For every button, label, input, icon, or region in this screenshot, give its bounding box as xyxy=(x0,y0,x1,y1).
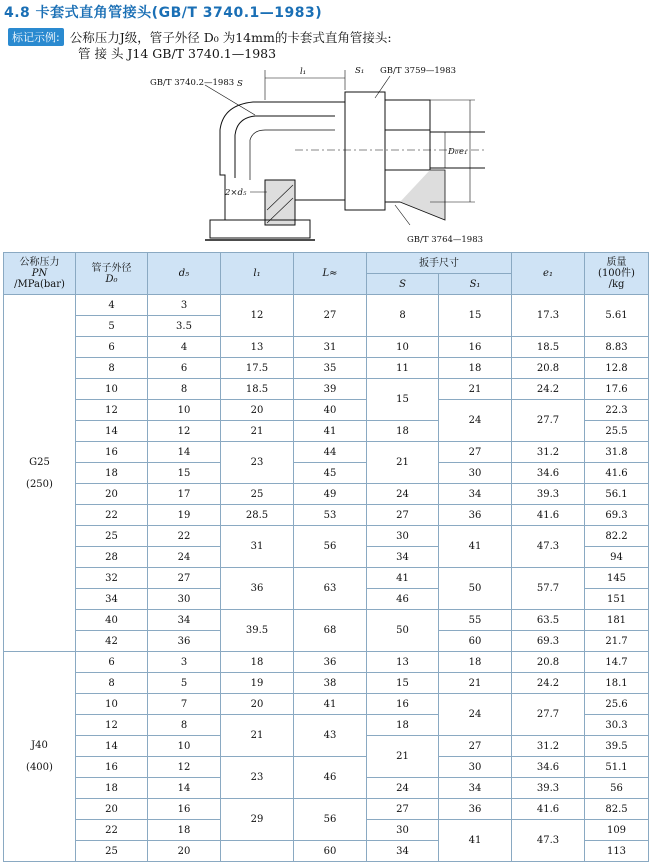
cell: 41 xyxy=(294,694,367,715)
cell: 36 xyxy=(439,505,512,526)
cell: 8 xyxy=(148,379,221,400)
cell: 15 xyxy=(439,295,512,337)
cell: 145 xyxy=(585,568,649,589)
cell: 21 xyxy=(439,673,512,694)
cell: 18 xyxy=(221,652,294,673)
cell: 82.5 xyxy=(585,799,649,820)
cell: 15 xyxy=(367,673,439,694)
cell: 27 xyxy=(367,799,439,820)
cell: 7 xyxy=(148,694,221,715)
cell: 34.6 xyxy=(512,757,585,778)
cell: 30 xyxy=(367,820,439,841)
cell: 18.5 xyxy=(512,337,585,358)
cell: 10 xyxy=(76,379,148,400)
cell: 31 xyxy=(221,526,294,568)
cell: 22 xyxy=(76,820,148,841)
cell: 10 xyxy=(148,736,221,757)
cell: 20 xyxy=(221,400,294,421)
label-std-3740-2: GB/T 3740.2—1983 xyxy=(150,78,235,88)
cell: 8.83 xyxy=(585,337,649,358)
cell: 20 xyxy=(76,799,148,820)
header-e1: e₁ xyxy=(512,253,585,295)
cell: 24 xyxy=(148,547,221,568)
cell: 25 xyxy=(221,484,294,505)
cell: 34.6 xyxy=(512,463,585,484)
cell: 36 xyxy=(148,631,221,652)
cell: 27 xyxy=(439,736,512,757)
cell: 50 xyxy=(439,568,512,610)
cell: 39.3 xyxy=(512,484,585,505)
cell: 39.5 xyxy=(221,610,294,652)
cell: 18 xyxy=(76,463,148,484)
cell: 12 xyxy=(221,295,294,337)
cell: 5.61 xyxy=(585,295,649,337)
table-row xyxy=(4,673,649,694)
table-row xyxy=(4,484,649,505)
pn-cell: G25 (250) xyxy=(4,295,76,652)
cell: 40 xyxy=(294,400,367,421)
table-row xyxy=(4,610,649,631)
cell: 5 xyxy=(148,673,221,694)
cell: 21 xyxy=(439,379,512,400)
cell: 20 xyxy=(76,484,148,505)
table-row xyxy=(4,442,649,463)
table-row xyxy=(4,400,649,421)
cell: 16 xyxy=(148,799,221,820)
cell: 4 xyxy=(76,295,148,316)
cell: 19 xyxy=(148,505,221,526)
cell xyxy=(221,841,294,862)
cell: 25.5 xyxy=(585,421,649,442)
cell: 20.8 xyxy=(512,358,585,379)
table-row xyxy=(4,295,649,316)
cell: 56.1 xyxy=(585,484,649,505)
header-d5: d₅ xyxy=(148,253,221,295)
header-pn: 公称压力 PN /MPa(bar) xyxy=(4,253,76,295)
cell: 15 xyxy=(148,463,221,484)
cell: 6 xyxy=(148,358,221,379)
cell: 60 xyxy=(439,631,512,652)
cell: 41.6 xyxy=(585,463,649,484)
cell: 49 xyxy=(294,484,367,505)
cell: 31 xyxy=(294,337,367,358)
cell: 41 xyxy=(439,820,512,862)
cell: 17.5 xyxy=(221,358,294,379)
cell: 40 xyxy=(76,610,148,631)
cell: 56 xyxy=(585,778,649,799)
header-l: L≈ xyxy=(294,253,367,295)
label-e1: e₁ xyxy=(459,147,468,157)
cell: 21 xyxy=(221,715,294,757)
cell: 42 xyxy=(76,631,148,652)
cell: 46 xyxy=(367,589,439,610)
label-s1: S₁ xyxy=(355,66,365,76)
cell: 18.1 xyxy=(585,673,649,694)
cell: 27 xyxy=(294,295,367,337)
cell: 12 xyxy=(76,400,148,421)
cell: 16 xyxy=(76,442,148,463)
cell: 22 xyxy=(76,505,148,526)
cell: 41.6 xyxy=(512,505,585,526)
header-mass: 质量 (100件) /kg xyxy=(585,253,649,295)
header-row-1 xyxy=(4,253,649,274)
cell: 56 xyxy=(294,526,367,568)
cell: 30 xyxy=(439,757,512,778)
label-d0: D₀ xyxy=(448,147,459,157)
cell: 3 xyxy=(148,652,221,673)
cell: 36 xyxy=(221,568,294,610)
cell: 63 xyxy=(294,568,367,610)
label-s: S xyxy=(237,79,243,89)
label-d5: 2×d₅ xyxy=(225,188,247,198)
cell: 113 xyxy=(585,841,649,862)
cell: 21 xyxy=(367,736,439,778)
cell: 14 xyxy=(76,736,148,757)
cell: 57.7 xyxy=(512,568,585,610)
cell: 39.3 xyxy=(512,778,585,799)
table-row xyxy=(4,652,649,673)
cell: 17.3 xyxy=(512,295,585,337)
cell: 14 xyxy=(148,778,221,799)
cell: 25 xyxy=(76,841,148,862)
example-line-1: 公称压力J级，管子外径 D₀ 为14mm的卡套式直角管接头: xyxy=(69,30,392,45)
cell: 5 xyxy=(76,316,148,337)
cell: 14 xyxy=(76,421,148,442)
cell: 27.7 xyxy=(512,400,585,442)
cell: 34 xyxy=(148,610,221,631)
cell: 18 xyxy=(367,421,439,442)
table-row xyxy=(4,463,649,484)
cell: 18 xyxy=(76,778,148,799)
cell: 20.8 xyxy=(512,652,585,673)
table-row xyxy=(4,337,649,358)
cell: 38 xyxy=(294,673,367,694)
cell: 32 xyxy=(76,568,148,589)
cell: 47.3 xyxy=(512,820,585,862)
cell: 31.8 xyxy=(585,442,649,463)
cell: 30.3 xyxy=(585,715,649,736)
cell: 18 xyxy=(148,820,221,841)
cell: 18 xyxy=(439,358,512,379)
cell: 18 xyxy=(439,652,512,673)
cell: 8 xyxy=(76,358,148,379)
cell: 30 xyxy=(439,463,512,484)
cell: 36 xyxy=(294,652,367,673)
cell: 20 xyxy=(221,694,294,715)
cell: 11 xyxy=(367,358,439,379)
fitting-drawing xyxy=(145,60,485,250)
cell: 23 xyxy=(221,757,294,799)
cell: 16 xyxy=(76,757,148,778)
cell: 10 xyxy=(367,337,439,358)
page-title: 4.8 卡套式直角管接头(GB/T 3740.1—1983) xyxy=(4,5,323,21)
cell: 53 xyxy=(294,505,367,526)
cell: 18.5 xyxy=(221,379,294,400)
cell: 56 xyxy=(294,799,367,841)
cell: 13 xyxy=(221,337,294,358)
cell: 41.6 xyxy=(512,799,585,820)
cell: 55 xyxy=(439,610,512,631)
cell: 8 xyxy=(76,673,148,694)
table-row xyxy=(4,505,649,526)
cell: 12.8 xyxy=(585,358,649,379)
cell: 39 xyxy=(294,379,367,400)
table-row xyxy=(4,358,649,379)
table-row xyxy=(4,379,649,400)
cell: 16 xyxy=(367,694,439,715)
cell: 12 xyxy=(148,757,221,778)
header-d0: 管子外径 D₀ xyxy=(76,253,148,295)
cell: 21 xyxy=(221,421,294,442)
cell: 41 xyxy=(439,526,512,568)
cell: 34 xyxy=(439,778,512,799)
cell: 8 xyxy=(148,715,221,736)
cell: 17.6 xyxy=(585,379,649,400)
label-std-3764: GB/T 3764—1983 xyxy=(407,235,484,245)
cell: 30 xyxy=(367,526,439,547)
cell: 69.3 xyxy=(512,631,585,652)
cell: 3 xyxy=(148,295,221,316)
cell: 60 xyxy=(294,841,367,862)
cell: 50 xyxy=(367,610,439,652)
cell: 24.2 xyxy=(512,379,585,400)
cell: 82.2 xyxy=(585,526,649,547)
cell: 22.3 xyxy=(585,400,649,421)
table-row xyxy=(4,526,649,547)
cell: 94 xyxy=(585,547,649,568)
cell: 12 xyxy=(76,715,148,736)
cell: 27 xyxy=(439,442,512,463)
cell: 47.3 xyxy=(512,526,585,568)
cell: 151 xyxy=(585,589,649,610)
cell: 41 xyxy=(294,421,367,442)
cell: 6 xyxy=(76,337,148,358)
cell: 45 xyxy=(294,463,367,484)
cell: 43 xyxy=(294,715,367,757)
cell: 12 xyxy=(148,421,221,442)
cell: 20 xyxy=(148,841,221,862)
cell: 34 xyxy=(76,589,148,610)
cell: 8 xyxy=(367,295,439,337)
table-row xyxy=(4,694,649,715)
cell: 24 xyxy=(439,694,512,736)
table-row xyxy=(4,799,649,820)
cell: 31.2 xyxy=(512,442,585,463)
cell: 3.5 xyxy=(148,316,221,337)
cell: 34 xyxy=(439,484,512,505)
example-tag: 标记示例: xyxy=(8,28,64,46)
header-s: S xyxy=(367,274,439,295)
cell: 21.7 xyxy=(585,631,649,652)
cell: 15 xyxy=(367,379,439,421)
cell: 41 xyxy=(367,568,439,589)
cell: 24 xyxy=(439,400,512,442)
cell: 69.3 xyxy=(585,505,649,526)
cell: 21 xyxy=(367,442,439,484)
cell: 28.5 xyxy=(221,505,294,526)
cell: 10 xyxy=(76,694,148,715)
cell: 27 xyxy=(367,505,439,526)
label-l1: l₁ xyxy=(300,67,307,77)
pn-cell: J40 (400) xyxy=(4,652,76,862)
cell: 28 xyxy=(76,547,148,568)
cell: 17 xyxy=(148,484,221,505)
cell: 63.5 xyxy=(512,610,585,631)
cell: 24.2 xyxy=(512,673,585,694)
cell: 14.7 xyxy=(585,652,649,673)
cell: 6 xyxy=(76,652,148,673)
cell: 22 xyxy=(148,526,221,547)
cell: 46 xyxy=(294,757,367,799)
header-l1: l₁ xyxy=(221,253,294,295)
cell: 10 xyxy=(148,400,221,421)
table-row xyxy=(4,757,649,778)
cell: 25.6 xyxy=(585,694,649,715)
label-std-3759: GB/T 3759—1983 xyxy=(380,66,457,76)
cell: 19 xyxy=(221,673,294,694)
cell: 181 xyxy=(585,610,649,631)
cell: 18 xyxy=(367,715,439,736)
cell: 34 xyxy=(367,547,439,568)
cell: 44 xyxy=(294,442,367,463)
cell: 16 xyxy=(439,337,512,358)
header-wrench: 扳手尺寸 xyxy=(367,253,512,274)
cell: 13 xyxy=(367,652,439,673)
cell: 30 xyxy=(148,589,221,610)
cell: 24 xyxy=(367,484,439,505)
header-s1: S₁ xyxy=(439,274,512,295)
cell: 34 xyxy=(367,841,439,862)
cell: 23 xyxy=(221,442,294,484)
cell: 35 xyxy=(294,358,367,379)
cell: 25 xyxy=(76,526,148,547)
cell: 27.7 xyxy=(512,694,585,736)
cell: 51.1 xyxy=(585,757,649,778)
cell: 4 xyxy=(148,337,221,358)
cell: 39.5 xyxy=(585,736,649,757)
cell: 24 xyxy=(367,778,439,799)
cell: 36 xyxy=(439,799,512,820)
cell: 14 xyxy=(148,442,221,463)
dimension-table xyxy=(3,252,649,862)
cell: 27 xyxy=(148,568,221,589)
cell: 68 xyxy=(294,610,367,652)
cell: 29 xyxy=(221,799,294,841)
cell: 31.2 xyxy=(512,736,585,757)
table-row xyxy=(4,568,649,589)
example-line-2: 管 接 头 J14 GB/T 3740.1—1983 xyxy=(78,46,277,61)
cell: 109 xyxy=(585,820,649,841)
